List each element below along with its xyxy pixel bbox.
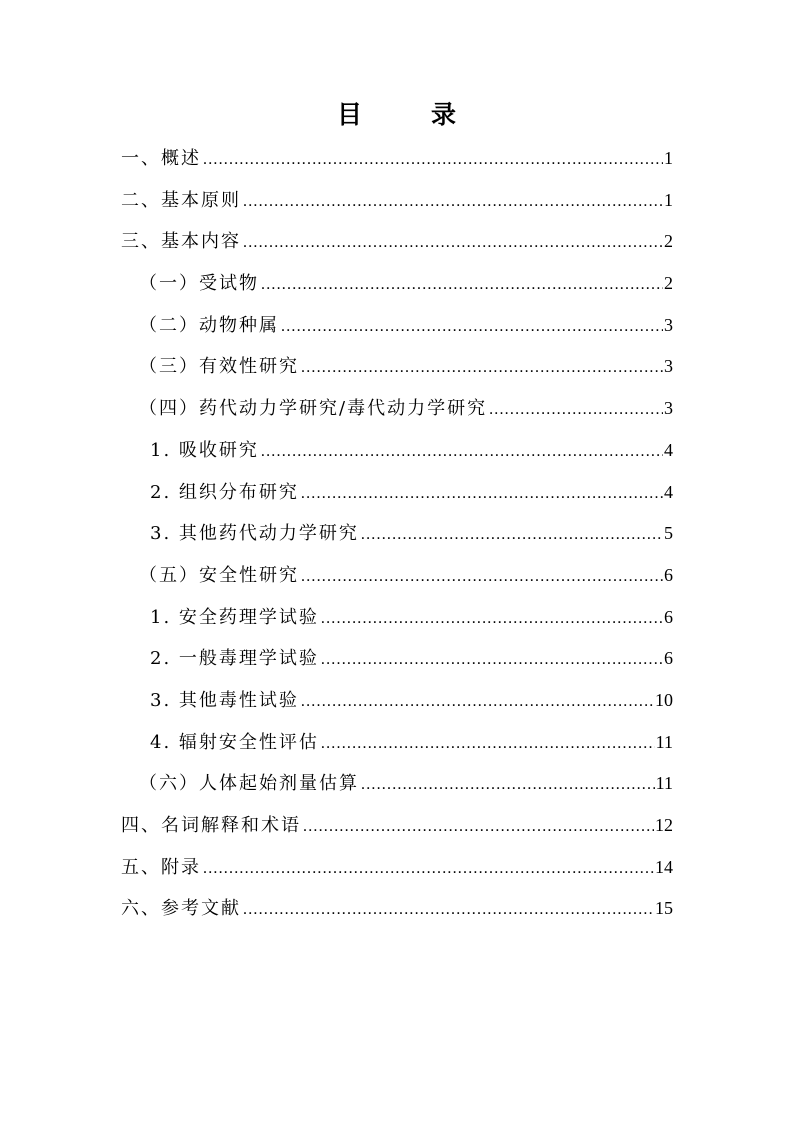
dot-leader: [321, 643, 663, 677]
toc-page-number: 10: [655, 689, 673, 710]
toc-entry-label: 一、概述: [121, 148, 201, 169]
toc-entry[interactable]: [121, 766, 673, 808]
toc-page-number: 4: [664, 481, 673, 502]
toc-entry[interactable]: [121, 641, 673, 683]
dot-leader: [261, 268, 663, 302]
toc-entry-label: 4. 辐射安全性评估: [150, 731, 319, 753]
dot-leader: [261, 435, 663, 469]
toc-entry-label: 五、附录: [121, 856, 201, 878]
toc-page-number: 6: [664, 606, 673, 627]
dot-leader: [321, 602, 663, 636]
dot-leader: [301, 685, 654, 719]
toc-entry-label: 六、参考文献: [121, 898, 241, 920]
toc-entry[interactable]: [121, 850, 673, 892]
dot-leader: [361, 768, 655, 802]
dot-leader: [203, 143, 663, 177]
toc-page-number: 1: [664, 189, 673, 210]
dot-leader: [243, 893, 654, 927]
toc-entry-label: 3. 其他药代动力学研究: [150, 523, 359, 545]
toc-entry-label: 1. 吸收研究: [150, 439, 259, 461]
toc-entry-label: （五）安全性研究: [139, 564, 299, 586]
dot-leader: [321, 727, 655, 761]
dot-leader: [301, 560, 663, 594]
toc-page-number: 15: [655, 898, 673, 919]
toc-entry[interactable]: [121, 391, 673, 433]
toc-page-number: 3: [664, 356, 673, 377]
dot-leader: [243, 226, 663, 260]
toc-entry[interactable]: [121, 433, 673, 475]
dot-leader: [361, 518, 663, 552]
toc-entry-label: 三、基本内容: [121, 231, 241, 253]
toc-entry[interactable]: [121, 558, 673, 600]
toc-page-number: 6: [664, 648, 673, 669]
toc-entry[interactable]: [121, 725, 673, 767]
toc-entry[interactable]: [121, 891, 673, 933]
toc-page-number: 2: [664, 231, 673, 252]
toc-entry-label: （六）人体起始剂量估算: [139, 773, 359, 795]
toc-page-number: 3: [664, 398, 673, 419]
dot-leader: [281, 310, 663, 344]
toc-page-number: 6: [664, 564, 673, 585]
toc-page-number: 11: [655, 731, 673, 752]
toc-entry-label: （四）药代动力学研究/毒代动力学研究: [139, 398, 488, 420]
toc-entry-label: （一）受试物: [139, 273, 259, 295]
toc-entry-label: 2. 一般毒理学试验: [150, 648, 319, 670]
table-of-contents: [121, 141, 673, 933]
dot-leader: [301, 477, 663, 511]
toc-entry[interactable]: [121, 349, 673, 391]
dot-leader: [243, 185, 663, 219]
toc-entry-label: 四、名词解释和术语: [121, 815, 301, 836]
dot-leader: [489, 393, 663, 427]
toc-title: 目 录: [336, 100, 478, 129]
toc-entry-label: 1. 安全药理学试验: [150, 606, 319, 628]
toc-entry[interactable]: [121, 141, 673, 183]
toc-page-number: 1: [664, 148, 673, 168]
dot-leader: [303, 810, 654, 844]
toc-entry[interactable]: [121, 224, 673, 266]
toc-entry[interactable]: [121, 475, 673, 517]
toc-entry[interactable]: [121, 600, 673, 642]
toc-page-number: 11: [655, 773, 673, 794]
toc-page-number: 3: [664, 314, 673, 335]
toc-page-number: 14: [655, 856, 673, 877]
toc-entry-label: 2. 组织分布研究: [150, 481, 299, 503]
toc-entry[interactable]: [121, 183, 673, 225]
dot-leader: [301, 351, 663, 385]
toc-entry[interactable]: [121, 516, 673, 558]
toc-entry-label: 3. 其他毒性试验: [150, 689, 299, 711]
toc-entry-label: 二、基本原则: [121, 189, 241, 211]
toc-page-number: 2: [664, 273, 673, 294]
toc-entry-label: （二）动物种属: [139, 314, 279, 336]
toc-entry-label: （三）有效性研究: [139, 356, 299, 378]
toc-page-number: 5: [664, 523, 673, 544]
toc-page-number: 12: [655, 815, 673, 835]
toc-entry[interactable]: [121, 308, 673, 350]
toc-entry[interactable]: [121, 683, 673, 725]
dot-leader: [203, 852, 654, 886]
toc-entry[interactable]: [121, 266, 673, 308]
toc-entry[interactable]: [121, 808, 673, 850]
toc-page-number: 4: [664, 439, 673, 460]
